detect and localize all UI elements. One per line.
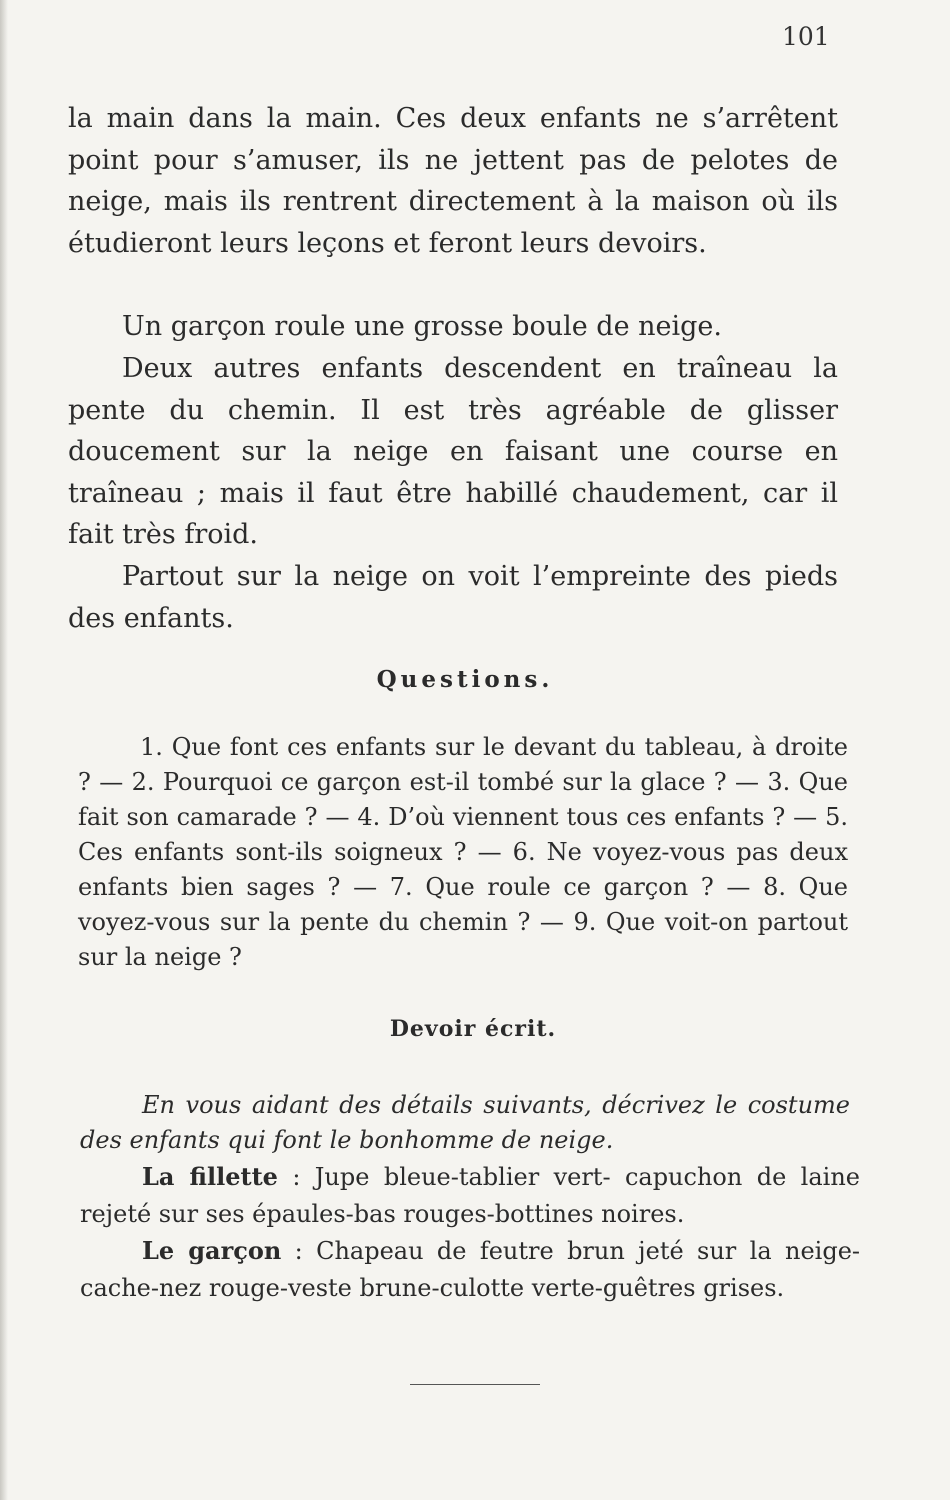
fillette-separator: : [277,1163,315,1191]
devoir-heading: Devoir écrit. [389,1016,557,1042]
garcon-separator: : [281,1237,317,1265]
fillette-text: Jupe bleue-tablier vert- capuchon de laine rejeté sur ses épaules-bas rouges-bottines noires. [80,1163,860,1228]
questions-heading: Questions. [376,666,554,693]
body-paragraph-1: la main dans la main. Ces deux enfants ne s’arrêtent point pour s’amuser, ils ne jettent pas de pelotes de neige, mais ils rentrent directement à la maison où ils étudieront leurs leçons et feront leurs devoirs. [68,103,838,259]
fillette-label: La fillette [142,1162,278,1191]
page-number: 101 [782,22,830,51]
garcon-detail [80,1232,860,1307]
garcon-label: Le garçon [142,1236,282,1265]
body-paragraph-3: Deux autres enfants descendent en traîneau la pente du chemin. Il est très agréable de glisser doucement sur la neige en faisant une course en traîneau ; mais il faut être habillé chaudement, car il fait très froid. [68,353,838,550]
page-edge-shadow [0,0,8,1500]
devoir-instruction: En vous aidant des détails suivants, décrivez le costume des enfants qui font le bonhomme de neige. [80,1091,850,1154]
garcon-text: Chapeau de feutre brun jeté sur la neige-cache-nez rouge-veste brune-culotte verte-guêtres grises. [80,1237,861,1302]
questions-list: 1. Que font ces enfants sur le devant du tableau, à droite ? — 2. Pourquoi ce garçon est-il tombé sur la glace ? — 3. Que fait son camarade ? — 4. D’où viennent tous ces enfants ? — 5. Ces enfants sont-ils soigneux ? — 6. Ne voyez-vous pas deux enfants bien sages ? — 7. Que roule ce garçon ? — 8. Que voyez-vous sur la pente du chemin ? — 9. Que voit-on partout sur la neige ? [78,733,848,971]
fillette-detail [80,1158,860,1233]
body-paragraph-4: Partout sur la neige on voit l’empreinte des pieds des enfants. [68,561,838,634]
body-paragraph-2: Un garçon roule une grosse boule de neige. [122,311,722,342]
closing-rule [410,1384,540,1385]
